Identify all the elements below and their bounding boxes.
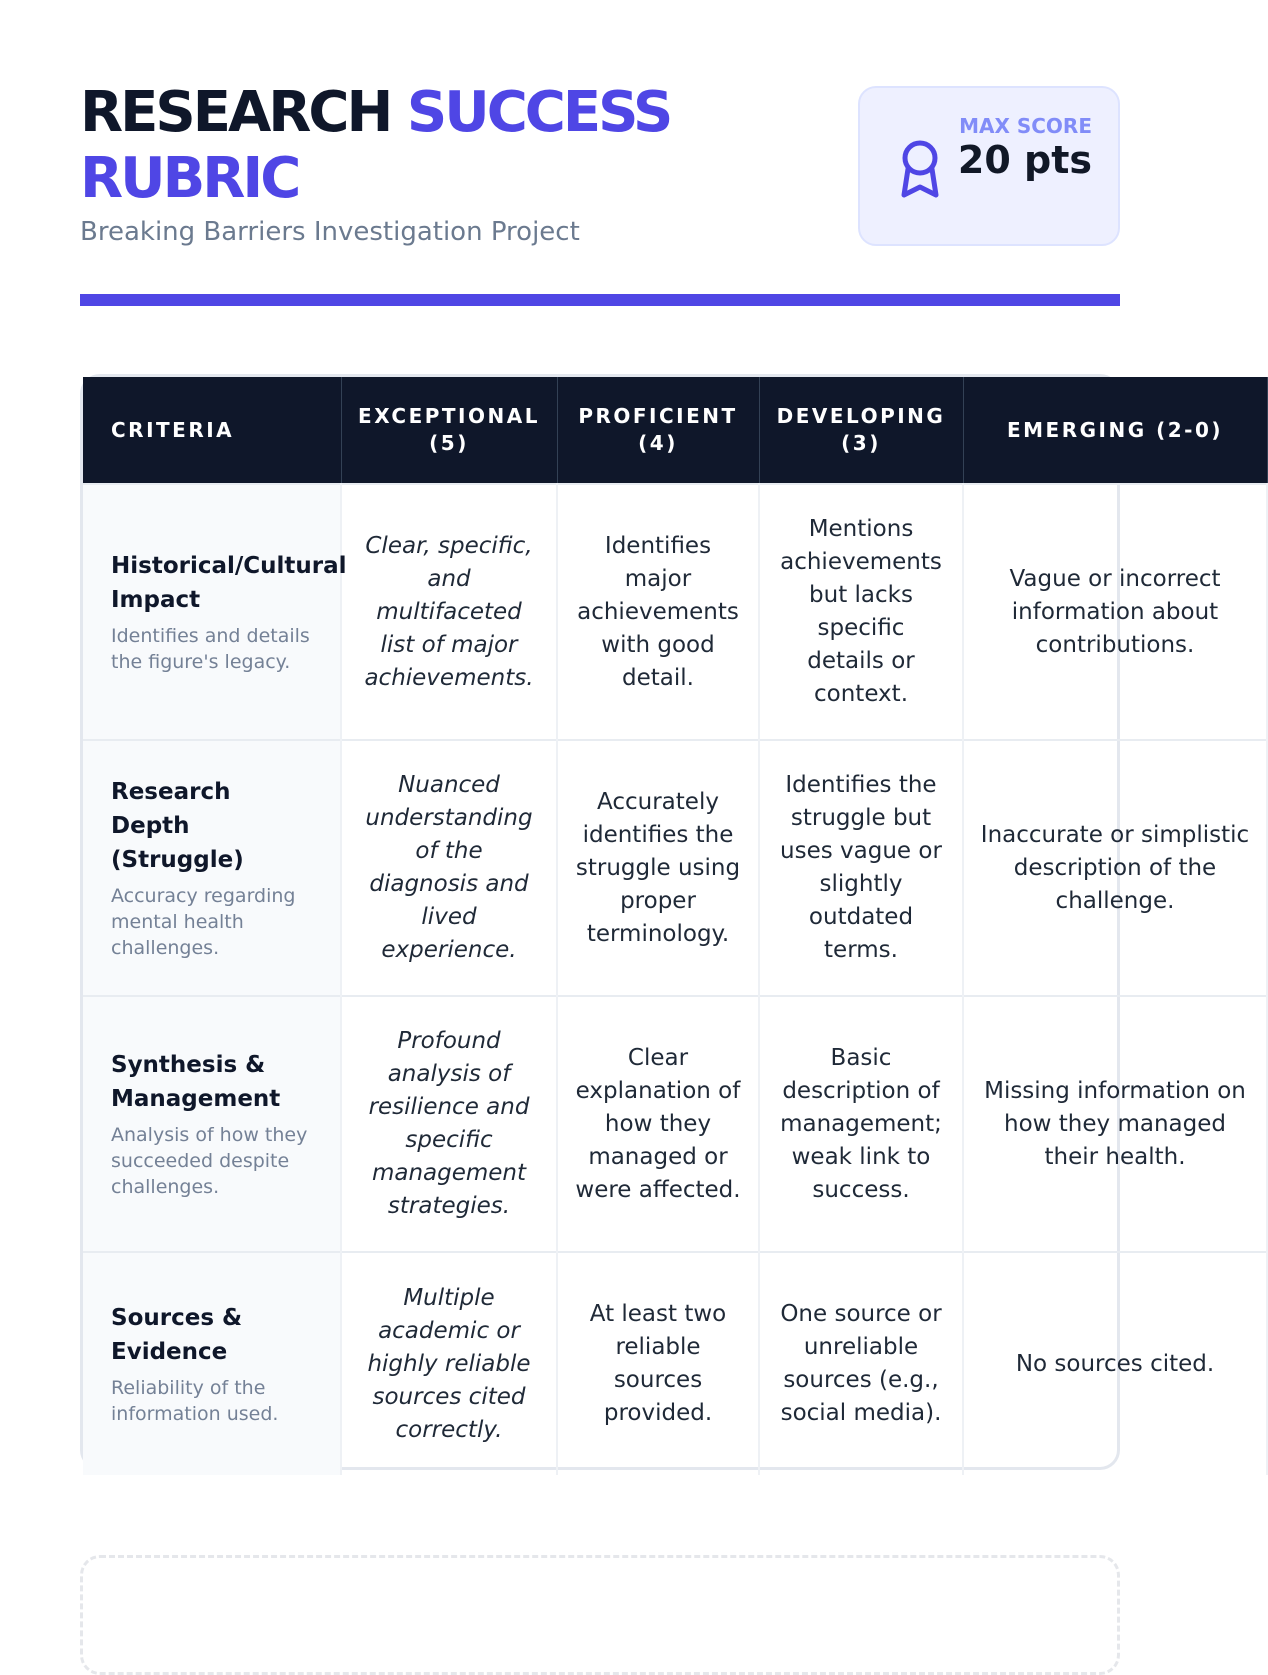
criteria-cell — [83, 996, 341, 1252]
page-header — [80, 80, 1120, 252]
column-header-proficient: PROFICIENT (4) — [557, 377, 759, 484]
exceptional-cell: Multiple academic or highly reliable sources cited correctly. — [341, 1252, 557, 1475]
rubric-table-container[interactable] — [80, 374, 1250, 1470]
column-header-criteria: CRITERIA — [83, 377, 341, 484]
max-score-card — [858, 86, 1120, 246]
table-row — [83, 484, 1267, 740]
criteria-cell — [83, 1252, 341, 1475]
column-header-emerging: EMERGING (2-0) — [963, 377, 1267, 484]
exceptional-cell: Clear, specific, and multifaceted list of major achievements. — [341, 484, 557, 740]
rubric-table — [83, 377, 1268, 1475]
page-subtitle: Breaking Barriers Investigation Project — [80, 217, 580, 247]
developing-cell: Basic description of management; weak link to success. — [759, 996, 963, 1252]
exceptional-cell: Profound analysis of resilience and specific management strategies. — [341, 996, 557, 1252]
proficient-cell: Accurately identifies the struggle using proper terminology. — [557, 740, 759, 996]
emerging-cell: Missing information on how they managed their health. — [963, 996, 1267, 1252]
developing-cell: Mentions achievements but lacks specific details or context. — [759, 484, 963, 740]
criteria-description: Analysis of how they succeeded despite challenges. — [111, 1124, 308, 1198]
max-score-label: MAX SCORE — [959, 114, 1092, 138]
column-header-exceptional: EXCEPTIONAL (5) — [341, 377, 557, 484]
title-accent: SUCCESS RUBRIC — [80, 80, 671, 211]
developing-cell: One source or unreliable sources (e.g., social media). — [759, 1252, 963, 1475]
criteria-title: Sources & Evidence — [111, 1305, 243, 1365]
table-row — [83, 1252, 1267, 1475]
emerging-cell: Inaccurate or simplistic description of the challenge. — [963, 740, 1267, 996]
exceptional-cell: Nuanced understanding of the diagnosis and lived experience. — [341, 740, 557, 996]
max-score-value: 20 pts — [957, 138, 1092, 182]
table-row — [83, 740, 1267, 996]
proficient-cell: At least two reliable sources provided. — [557, 1252, 759, 1475]
table-header-row — [83, 377, 1267, 484]
proficient-cell: Identifies major achievements with good detail. — [557, 484, 759, 740]
criteria-cell — [83, 484, 347, 740]
proficient-cell: Clear explanation of how they managed or were affected. — [557, 996, 759, 1252]
award-icon — [896, 138, 944, 200]
column-header-developing: DEVELOPING (3) — [759, 377, 963, 484]
criteria-description: Reliability of the information used. — [111, 1377, 279, 1425]
criteria-cell — [83, 740, 341, 996]
criteria-title: Synthesis & Management — [111, 1052, 281, 1112]
developing-cell: Identifies the struggle but uses vague or slightly outdated terms. — [759, 740, 963, 996]
table-row — [83, 996, 1267, 1252]
criteria-description: Identifies and details the figure's legacy. — [111, 625, 310, 673]
notes-box — [80, 1555, 1120, 1675]
title-main: RESEARCH — [80, 80, 391, 145]
criteria-title: Historical/Cultural Impact — [111, 553, 347, 613]
emerging-cell: Vague or incorrect information about contributions. — [963, 484, 1267, 740]
emerging-cell: No sources cited. — [963, 1252, 1267, 1475]
header-divider — [80, 294, 1120, 306]
criteria-description: Accuracy regarding mental health challenges. — [111, 885, 296, 959]
criteria-title: Research Depth (Struggle) — [111, 779, 244, 873]
page-title — [80, 80, 700, 212]
